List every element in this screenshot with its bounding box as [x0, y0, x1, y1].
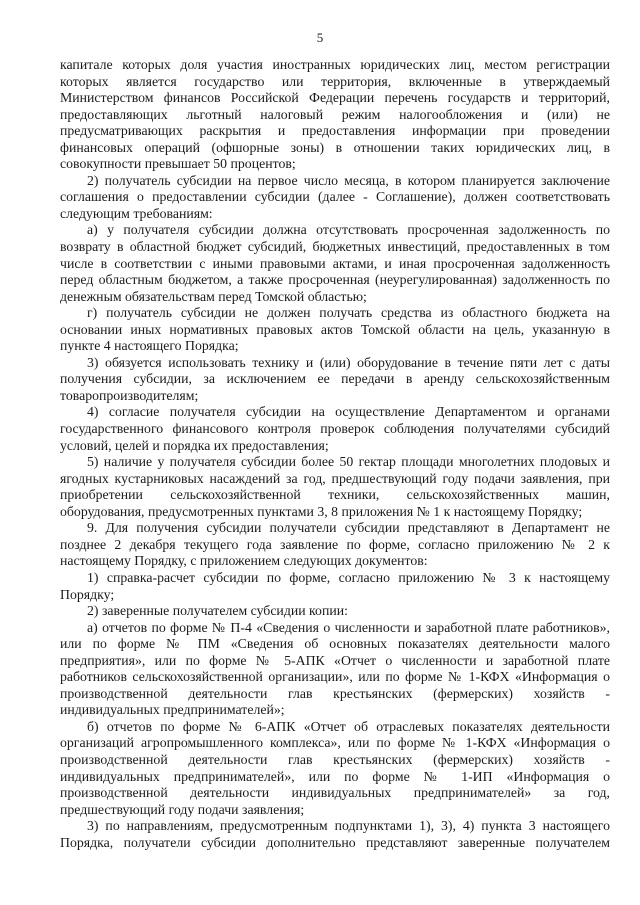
text-line: предусматривающих раскрытия и предоставления информации при проведении: [60, 123, 610, 139]
text-line: следующим требованиям:: [60, 205, 213, 221]
text-line: денежным обязательствам перед Томской областью;: [60, 288, 367, 304]
text-line: соглашения о предоставлении субсидии (далее - Соглашение), должен соответствовать: [60, 189, 610, 205]
text-line: государственного финансового контроля проверок соблюдения получателями субсидий: [60, 421, 610, 437]
text-line: пункте 4 настоящего Порядка;: [60, 338, 239, 354]
text-line: возврату в областной бюджет субсидий, бюджетных инвестиций, предоставленных в том: [60, 239, 610, 255]
text-line: ягодных кустарниковых насаждений за год, предшествующий году подачи заявления, при: [60, 470, 610, 486]
text-line: 2) получатель субсидии на первое число месяца, в котором планируется заключение: [87, 172, 610, 188]
text-line: капитале которых доля участия иностранных юридических лиц, местом регистрации: [60, 57, 610, 72]
text-line: б) отчетов по форме № 6-АПК «Отчет об отраслевых показателях деятельности: [87, 718, 610, 734]
text-line: Порядка, получатели субсидии дополнительно представляют заверенные получателем: [60, 834, 610, 850]
text-line: финансовых операций (офшорные зоны) в отношении таких юридических лиц, в: [60, 139, 610, 155]
text-line: условий, целей и порядка их предоставления;: [60, 437, 329, 453]
text-line: а) отчетов по форме № П-4 «Сведения о численности и заработной плате работников»,: [87, 619, 610, 635]
text-line: позднее 2 декабря текущего года заявление по форме, согласно приложению № 2 к: [60, 536, 610, 552]
text-line: индивидуальных предпринимателей», или по форме № 1-ИП «Информация о: [60, 768, 610, 784]
text-line: оборудования, предусмотренных пунктами 3, 8 приложения № 1 к настоящему Порядку;: [60, 503, 583, 519]
text-line: 4) согласие получателя субсидии на осуществление Департаментом и органами: [87, 404, 610, 420]
text-line: производственной деятельности индивидуальных предпринимателей» за год,: [60, 785, 610, 801]
page-number: 5: [316, 30, 324, 45]
text-line: 1) справка-расчет субсидии по форме, согласно приложению № 3 к настоящему: [87, 569, 610, 585]
text-line: перед областным бюджетом, а также просроченная (неурегулированная) задолженность по: [60, 272, 610, 288]
text-line: Министерством финансов Российской Федерации перечень государств и территорий,: [60, 90, 610, 106]
text-line: 5) наличие у получателя субсидии более 50 гектар площади многолетних плодовых и: [87, 454, 610, 470]
text-line: работников сельскохозяйственной организации», или по форме № 1-КФХ «Информация о: [60, 669, 610, 685]
text-line: настоящему Порядку, с приложением следующих документов:: [60, 553, 428, 569]
document-body: [60, 57, 610, 851]
text-line: основании иных нормативных правовых актов Томской области на цель, указанную в: [60, 321, 610, 337]
text-line: 3) обязуется использовать технику и (или) оборудование в течение пяти лет с даты: [87, 354, 610, 370]
text-line: 2) заверенные получателем субсидии копии:: [87, 603, 348, 619]
text-line: предоставляющих льготный налоговый режим налогообложения и (или) не: [60, 106, 610, 122]
text-line: которых является государство или территория, включенные в утверждаемый: [60, 73, 610, 89]
text-line: получения субсидии, за исключением ее передачи в аренду сельскохозяйственным: [60, 371, 610, 387]
text-line: числе в соответствии с иными правовыми актами, и иная просроченная задолженность: [60, 255, 610, 271]
text-line: предшествующий году подачи заявления;: [60, 801, 305, 817]
text-line: организаций агропромышленного комплекса», или по форме № 1-КФХ «Информация о: [60, 735, 610, 751]
text-line: товаропроизводителям;: [60, 387, 199, 403]
text-line: а) у получателя субсидии должна отсутствовать просроченная задолженность по: [87, 222, 610, 238]
text-line: предприятия», или по форме № 5-АПК «Отчет о численности и заработной плате: [60, 652, 610, 668]
text-line: г) получатель субсидии не должен получать средства из областного бюджета на: [87, 305, 610, 321]
text-line: 3) по направлениям, предусмотренным подпунктами 1), 3), 4) пункта 3 настоящего: [87, 818, 610, 834]
text-line: приобретении сельскохозяйственной техники, сельскохозяйственных машин,: [60, 487, 610, 503]
text-line: совокупности превышает 50 процентов;: [60, 156, 296, 172]
text-line: производственной деятельности глав крестьянских (фермерских) хозяйств -: [60, 751, 610, 767]
text-line: или по форме № ПМ «Сведения об основных показателях деятельности малого: [60, 636, 610, 652]
text-line: индивидуальных предпринимателей»;: [60, 702, 285, 718]
text-line: Порядку;: [60, 586, 115, 602]
text-line: производственной деятельности глав крестьянских (фермерских) хозяйств -: [60, 685, 610, 701]
text-line: 9. Для получения субсидии получатели субсидии представляют в Департамент не: [87, 520, 610, 536]
